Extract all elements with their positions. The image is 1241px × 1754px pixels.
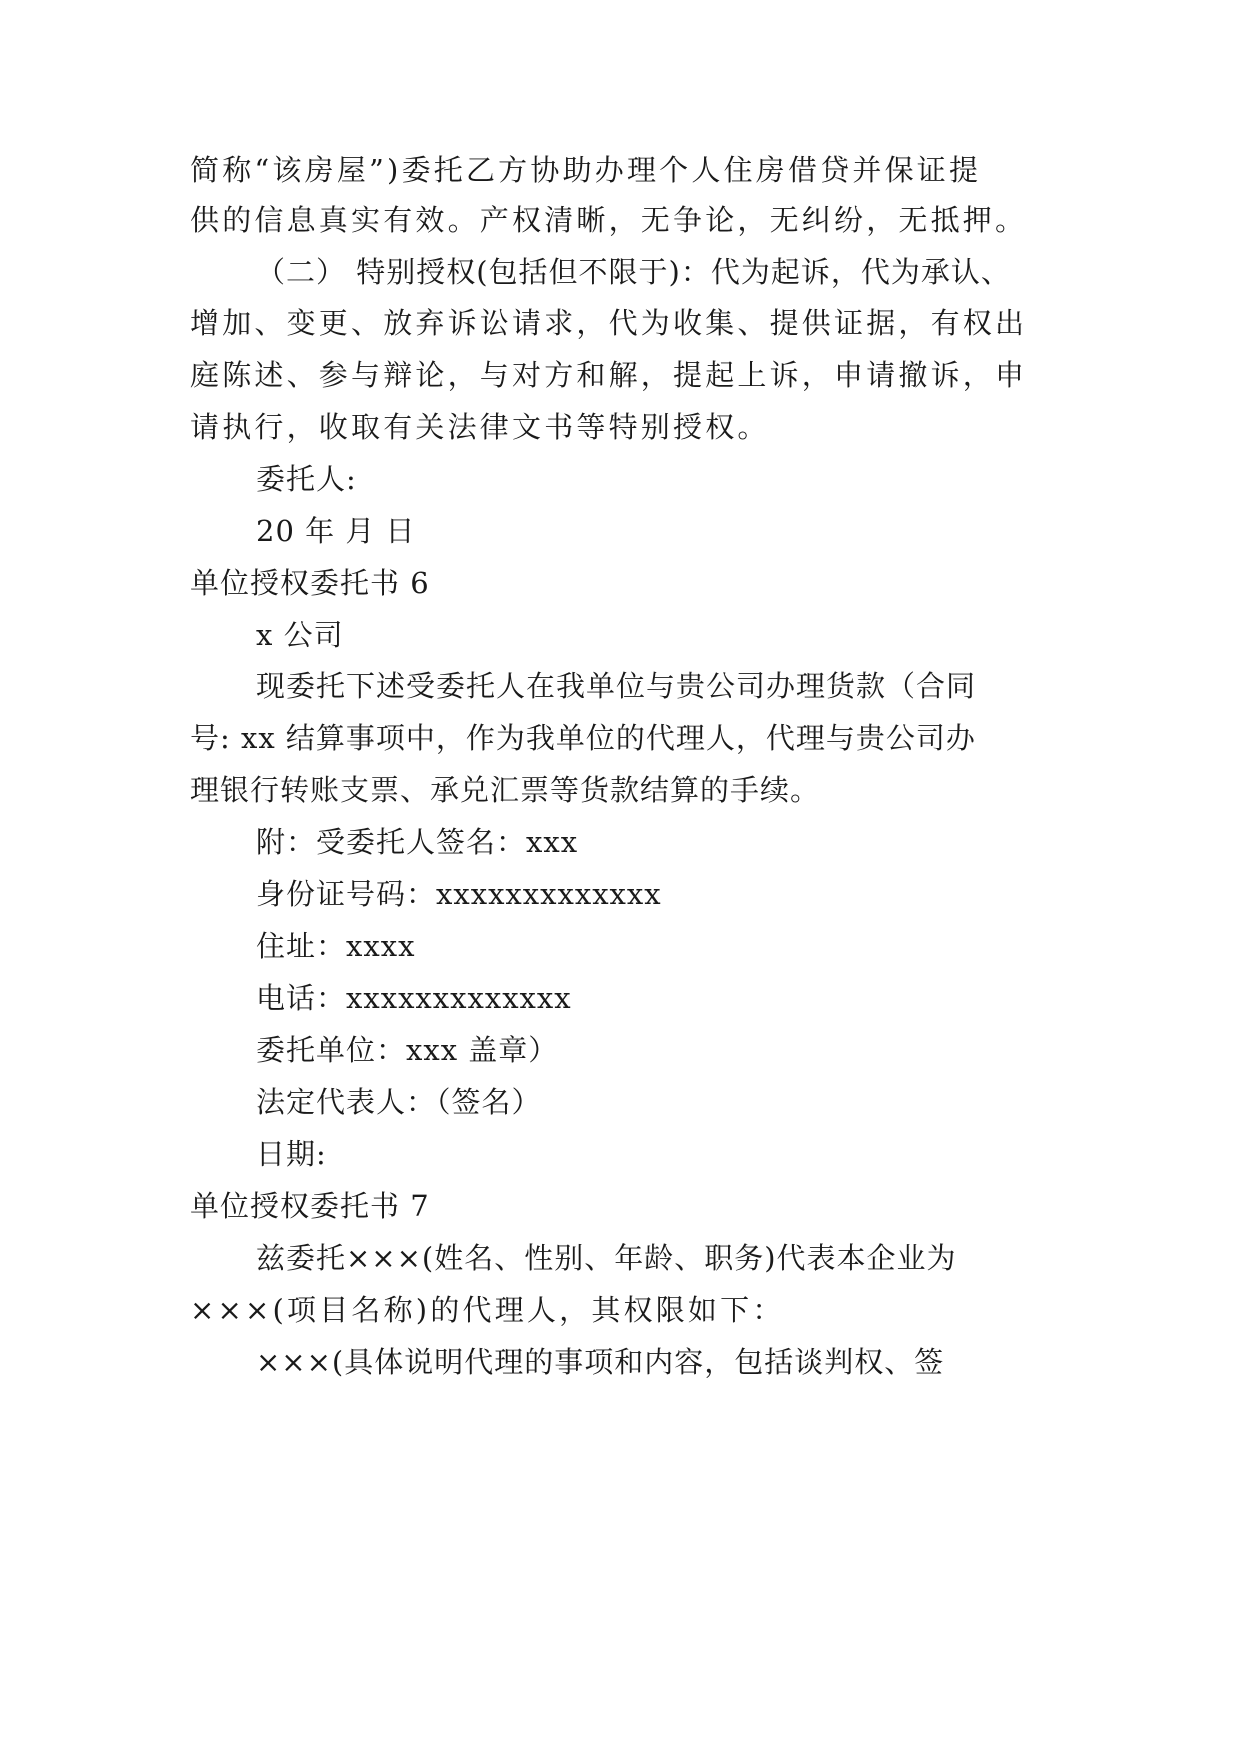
paragraph-line: ×××(项目名称)的代理人，其权限如下： [190, 1293, 785, 1327]
date-line: 20 年 月 日 [256, 514, 416, 548]
paragraph-line: 请执行，收取有关法律文书等特别授权。 [190, 410, 770, 444]
paragraph-line: 理银行转账支票、承兑汇票等货款结算的手续。 [190, 773, 821, 807]
field-line: 电话：xxxxxxxxxxxxx [256, 981, 572, 1015]
field-line: 身份证号码：xxxxxxxxxxxxx [256, 877, 662, 911]
field-line: 附：受委托人签名：xxx [256, 825, 579, 859]
paragraph-line: 供的信息真实有效。产权清晰，无争论，无纠纷，无抵押。 [190, 203, 1028, 237]
paragraph-line: 号: xx 结算事项中，作为我单位的代理人，代理与贵公司办 [190, 721, 976, 755]
field-line: 住址：xxxx [256, 929, 416, 963]
paragraph-line: （二） 特别授权(包括但不限于)：代为起诉，代为承认、 [256, 255, 1011, 289]
paragraph-line: 现委托下述受委托人在我单位与贵公司办理货款（合同 [256, 669, 977, 703]
field-line: 法定代表人：（签名） [256, 1085, 542, 1119]
paragraph-line: ×××(具体说明代理的事项和内容，包括谈判权、签 [256, 1345, 945, 1379]
section-heading: 单位授权委托书 7 [190, 1189, 430, 1223]
paragraph-line: 简称“该房屋”)委托乙方协助办理个人住房借贷并保证提 [190, 153, 982, 187]
addressee: x 公司 [256, 618, 344, 652]
section-heading: 单位授权委托书 6 [190, 566, 430, 600]
field-line: 日期: [256, 1137, 327, 1171]
paragraph-line: 增加、变更、放弃诉讼请求，代为收集、提供证据，有权出 [190, 306, 1028, 340]
field-line: 委托单位：xxx 盖章） [256, 1033, 559, 1067]
paragraph-line: 兹委托×××(姓名、性别、年龄、职务)代表本企业为 [256, 1241, 957, 1275]
signature-label: 委托人: [256, 462, 357, 496]
paragraph-line: 庭陈述、参与辩论，与对方和解，提起上诉，申请撤诉，申 [190, 358, 1028, 392]
